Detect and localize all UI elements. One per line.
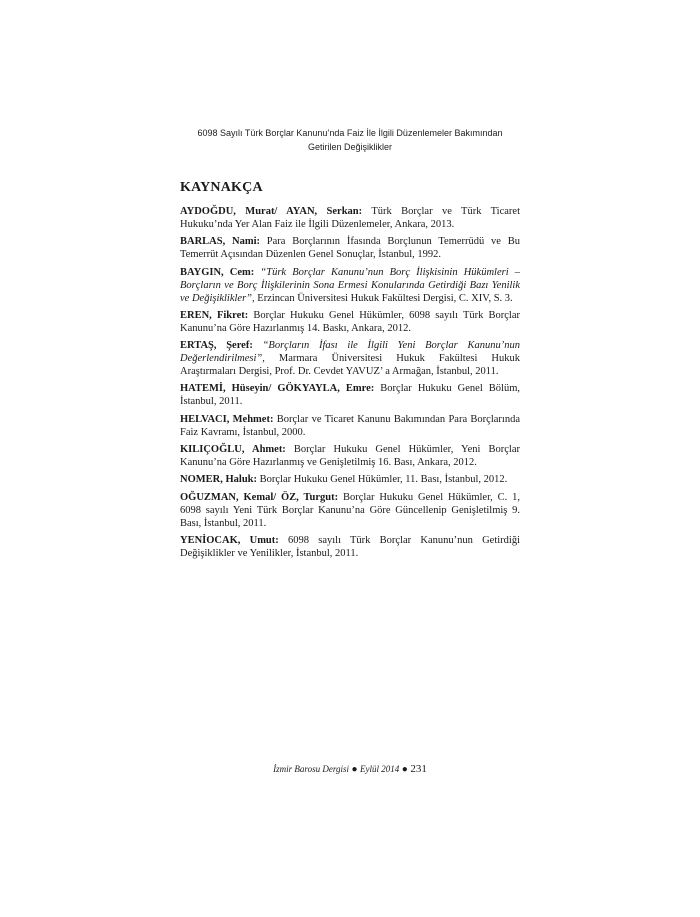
reference-details: Borçlar Hukuku Genel Hükümler, Yeni Borçlar Kanunu’na Göre Hazırlanmış ve Genişletilmiş 16. Bası, Ankara, 2012.	[180, 444, 520, 469]
reference-entry	[180, 339, 520, 378]
reference-details: Borçlar Hukuku Genel Hükümler, C. 1, 6098 sayılı Yeni Türk Borçlar Kanunu’na Göre Güncellenip Genişletilmiş 9. Bası, İstanbul, 2011.	[180, 491, 521, 529]
reference-author: YENİOCAK, Umut:	[180, 534, 279, 546]
section-title: KAYNAKÇA	[180, 180, 263, 195]
reference-author: HELVACI, Mehmet:	[180, 413, 274, 425]
reference-entry	[180, 309, 520, 335]
footer-separator: ●	[351, 764, 358, 775]
reference-author: BARLAS, Nami:	[180, 236, 260, 248]
running-header-line-2: Getirilen Değişiklikler	[307, 142, 393, 152]
reference-title: “Borçların İfası ile İlgili Yeni Borçlar Kanunu’nun Değerlendirilmesi”	[180, 340, 520, 365]
reference-author: AYDOĞDU, Murat/ AYAN, Serkan:	[180, 206, 363, 217]
running-header-line-1: 6098 Sayılı Türk Borçlar Kanunu’nda Faiz İle İlgili Düzenlemeler Bakımından	[197, 128, 503, 138]
reference-entry	[180, 491, 520, 530]
reference-entry	[180, 266, 520, 305]
reference-author: KILIÇOĞLU, Ahmet:	[180, 444, 286, 456]
footer-issue-date: Eylül 2014	[360, 764, 400, 774]
reference-author: HATEMİ, Hüseyin/ GÖKYAYLA, Emre:	[180, 383, 375, 395]
reference-author: NOMER, Haluk:	[180, 474, 258, 486]
reference-entry	[180, 382, 520, 408]
footer-separator: ●	[401, 764, 408, 775]
footer-journal-name: İzmir Barosu Dergisi	[273, 764, 349, 774]
reference-details: Borçlar Hukuku Genel Bölüm, İstanbul, 2011.	[180, 383, 520, 408]
reference-entry	[180, 473, 520, 486]
reference-entry	[180, 443, 520, 469]
reference-details: Türk Borçlar ve Türk Ticaret Hukuku’nda Yer Alan Faiz ile İlgili Düzenlemeler, Ankara, 2013.	[180, 206, 520, 230]
reference-author: EREN, Fikret:	[180, 309, 249, 321]
reference-entry	[180, 413, 520, 439]
reference-details: , Erzincan Üniversitesi Hukuk Fakültesi Dergisi, C. XIV, S. 3.	[252, 292, 513, 304]
reference-author: ERTAŞ, Şeref:	[180, 340, 253, 352]
reference-details: Para Borçlarının İfasında Borçlunun Temerrüdü ve Bu Temerrüt Açısından Düzenlen Genel Sonuçlar, İstanbul, 1992.	[180, 236, 520, 261]
running-header	[150, 126, 550, 154]
reference-author: OĞUZMAN, Kemal/ ÖZ, Turgut:	[180, 491, 339, 503]
reference-details: Borçlar ve Ticaret Kanunu Bakımından Para Borçlarında Faiz Kavramı, İstanbul, 2000.	[180, 413, 520, 438]
reference-entry	[180, 205, 520, 231]
reference-details: Borçlar Hukuku Genel Hükümler, 11. Bası, İstanbul, 2012.	[257, 474, 508, 486]
page-footer	[180, 763, 520, 775]
reference-entry	[180, 534, 520, 560]
reference-author: BAYGIN, Cem:	[180, 266, 255, 278]
reference-title: “Türk Borçlar Kanunu’nun Borç İlişkisinin Hükümleri – Borçların ve Borç İlişkilerinin Sona Ermesi Konularında Getirdiği Bazı Yenilik ve Değişiklikler”	[180, 266, 520, 304]
reference-details: Borçlar Hukuku Genel Hükümler, 6098 sayılı Türk Borçlar Kanunu’na Göre Hazırlanmış 14. Baskı, Ankara, 2012.	[180, 309, 521, 334]
reference-entry	[180, 235, 520, 261]
reference-details: , Marmara Üniversitesi Hukuk Fakültesi Hukuk Araştırmaları Dergisi, Prof. Dr. Cevdet YAVUZ’ a Armağan, İstanbul, 2011.	[180, 353, 520, 378]
reference-list	[180, 205, 520, 564]
page-number: 231	[410, 763, 427, 775]
reference-details: 6098 sayılı Türk Borçlar Kanunu’nun Getirdiği Değişiklikler ve Yenilikler, İstanbul, 2011.	[180, 534, 520, 559]
